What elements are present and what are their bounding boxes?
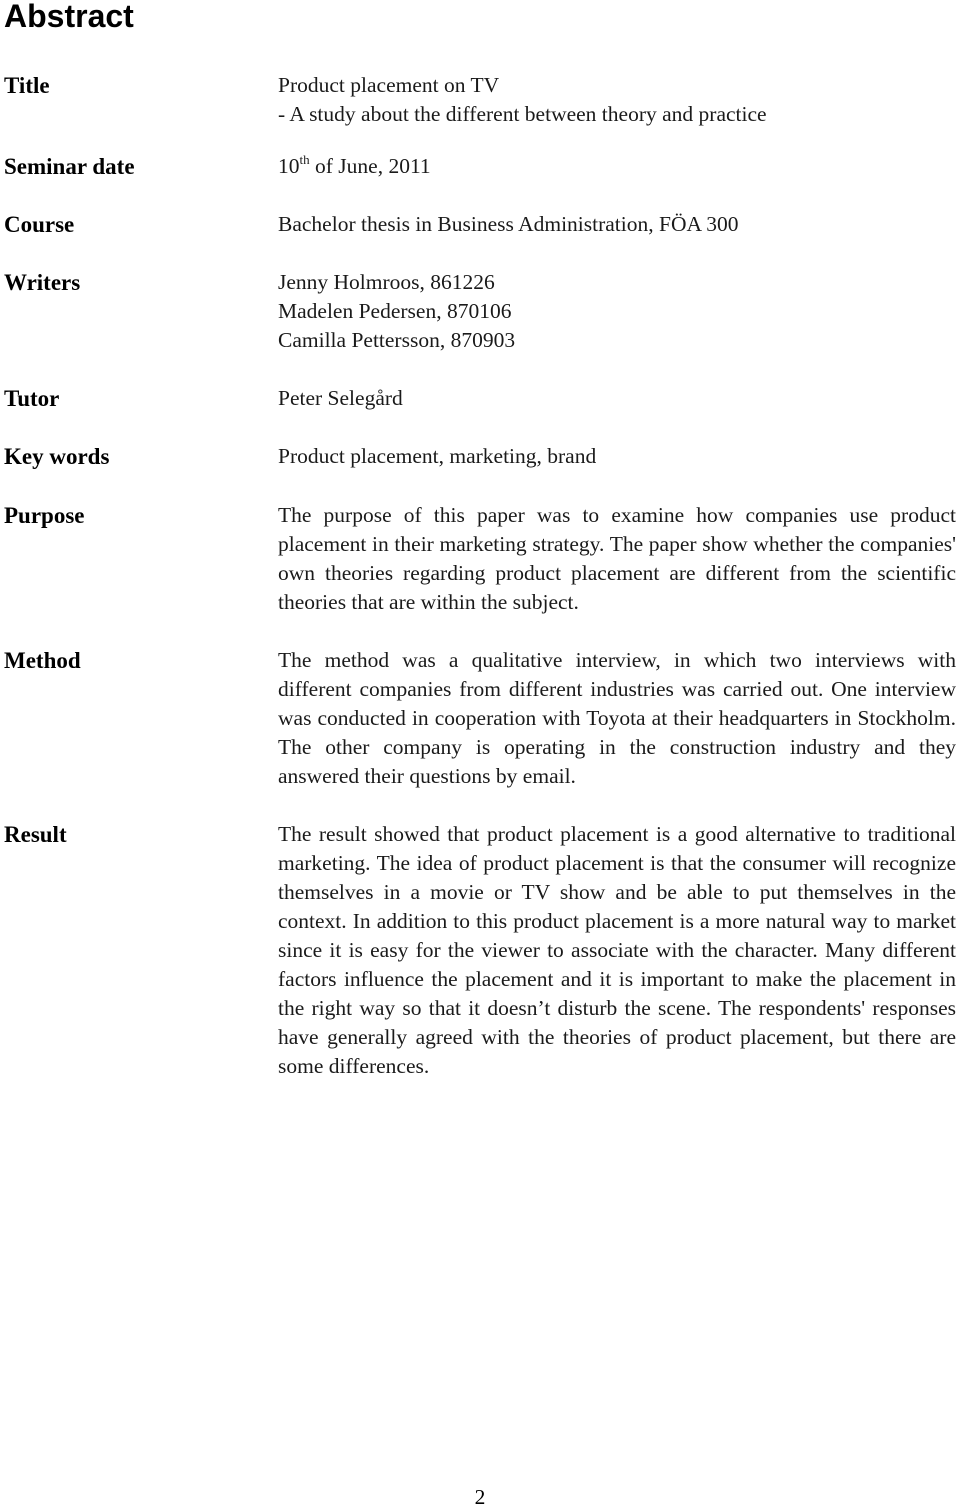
method-label: Method xyxy=(4,648,81,673)
seminar-date-day: 10 xyxy=(278,154,300,178)
writer-item: Madelen Pedersen, 870106 xyxy=(278,299,512,323)
seminar-date-rest: of June, 2011 xyxy=(309,154,431,178)
course-text: Bachelor thesis in Business Administration, FÖA 300 xyxy=(278,212,739,236)
result-text: The result showed that product placement is a good alternative to traditional marketing. The idea of product placement is that the consumer will recognize themselves in a movie or TV show and be able to put themselves in the context. In addition to this product placement is a more natural way to market since it is easy for the viewer to associate with the character. Many different factors influence the placement and it is important to make the placement in the right way so that it doesn’t disturb the scene. The respondents' responses have generally agreed with the theories of product placement, but there are some differences. xyxy=(278,822,956,1078)
title-label: Title xyxy=(4,73,50,98)
tutor-name: Peter Selegård xyxy=(278,386,403,410)
tutor-label: Tutor xyxy=(4,386,60,411)
result-label: Result xyxy=(4,822,67,847)
key-words-label: Key words xyxy=(4,444,110,469)
key-words-value xyxy=(278,442,956,471)
title-main: Product placement on TV xyxy=(278,73,500,97)
tutor-value xyxy=(278,384,956,413)
writers-list xyxy=(278,268,956,355)
purpose-label: Purpose xyxy=(4,503,85,528)
writers-label: Writers xyxy=(4,270,81,295)
key-words-text: Product placement, marketing, brand xyxy=(278,444,597,468)
seminar-date-label: Seminar date xyxy=(4,154,135,179)
writer-item: Jenny Holmroos, 861226 xyxy=(278,270,495,294)
writer-item: Camilla Pettersson, 870903 xyxy=(278,328,516,352)
method-text: The method was a qualitative interview, in which two interviews with different companies from different industries was carried out. One interview was conducted in cooperation with Toyota at their headquarters in Stockholm. The other company is operating in the construction industry and they answered their questions by email. xyxy=(278,648,956,788)
seminar-date-value xyxy=(278,152,956,181)
page-number: 2 xyxy=(474,1485,486,1509)
purpose-text: The purpose of this paper was to examine how companies use product placement in their marketing strategy. The paper show whether the companies' own theories regarding product placement are different from the scientific theories that are within the subject. xyxy=(278,503,956,614)
page-heading: Abstract xyxy=(4,0,134,34)
seminar-date-day-suffix: th xyxy=(299,152,310,167)
course-value xyxy=(278,210,956,239)
seminar-date-line xyxy=(278,152,956,181)
course-label: Course xyxy=(4,212,75,237)
title-value xyxy=(278,71,956,129)
title-subtitle: - A study about the different between theory and practice xyxy=(278,102,767,126)
